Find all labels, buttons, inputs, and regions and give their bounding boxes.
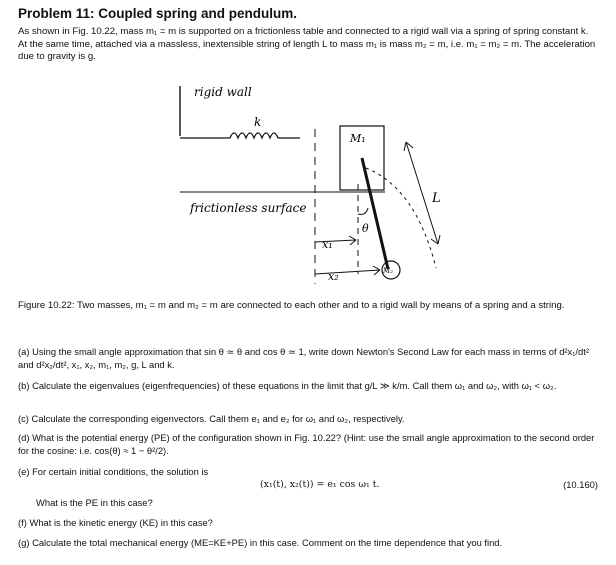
angle-arc — [358, 208, 368, 214]
spring — [180, 133, 300, 138]
mass-1-label: M₁ — [350, 132, 366, 145]
problem-title: Problem 11: Coupled spring and pendulum. — [18, 6, 298, 21]
x2-arrow — [315, 270, 380, 274]
followup-question: What is the PE in this case? — [36, 497, 153, 508]
x2-label: x₂ — [328, 270, 339, 283]
solution-equation: (x₁(t), x₂(t)) = e₁ cos ω₁ t. — [260, 479, 380, 490]
spring-label: k — [254, 115, 262, 129]
question-e: (e) For certain initial conditions, the solution is — [18, 466, 209, 477]
question-d: (d) What is the potential energy (PE) of the configuration shown in Fig. 10.22? (Hint: use the small angle approximation to the second order for the cosine: i.e. cos(θ) ≈ 1 − θ²/2). — [18, 432, 595, 456]
question-a: (a) Using the small angle approximation that sin θ ≃ θ and cos θ ≃ 1, write down Newton's Second Law for each mass in terms of d²x₁/dt² and d²x₂/dt², x₁, x₂, m₁, m₂, g, L and k. — [18, 346, 589, 370]
equation-number: (10.160) — [563, 479, 598, 490]
figure-caption: Figure 10.22: Two masses, m₁ = m and m₂ = m are connected to each other and to a rigid wall by means of a spring and a string. — [18, 300, 565, 311]
question-c: (c) Calculate the corresponding eigenvectors. Call them e₁ and e₂ for ω₁ and ω₂, respectively. — [18, 413, 405, 424]
length-label: L — [432, 191, 441, 206]
wall-label: rigid wall — [194, 85, 252, 99]
mass-2-label: M₂ — [383, 267, 393, 275]
spring-pendulum-figure — [170, 74, 470, 292]
question-f: (f) What is the kinetic energy (KE) in this case? — [18, 517, 213, 528]
surface-label: frictionless surface — [190, 201, 307, 215]
question-g: (g) Calculate the total mechanical energy (ME=KE+PE) in this case. Comment on the time dependence that you find. — [18, 537, 503, 548]
x1-label: x₁ — [322, 238, 333, 251]
question-b: (b) Calculate the eigenvalues (eigenfrequencies) of these equations in the limit that g/L ≫ k/m. Call them ω₁ and ω₂, with ω₁ < ω₂. — [18, 380, 557, 391]
problem-intro: As shown in Fig. 10.22, mass m₁ = m is supported on a frictionless table and connected to a rigid wall via a spring of spring constant k. At the same time, attached via a massless, inextensible string of length L to mass m₁ is mass m₂ = m, i.e. m₁ = m₂ = m. The acceleration due to gravity is g. — [18, 26, 596, 62]
angle-label: θ — [362, 222, 369, 235]
